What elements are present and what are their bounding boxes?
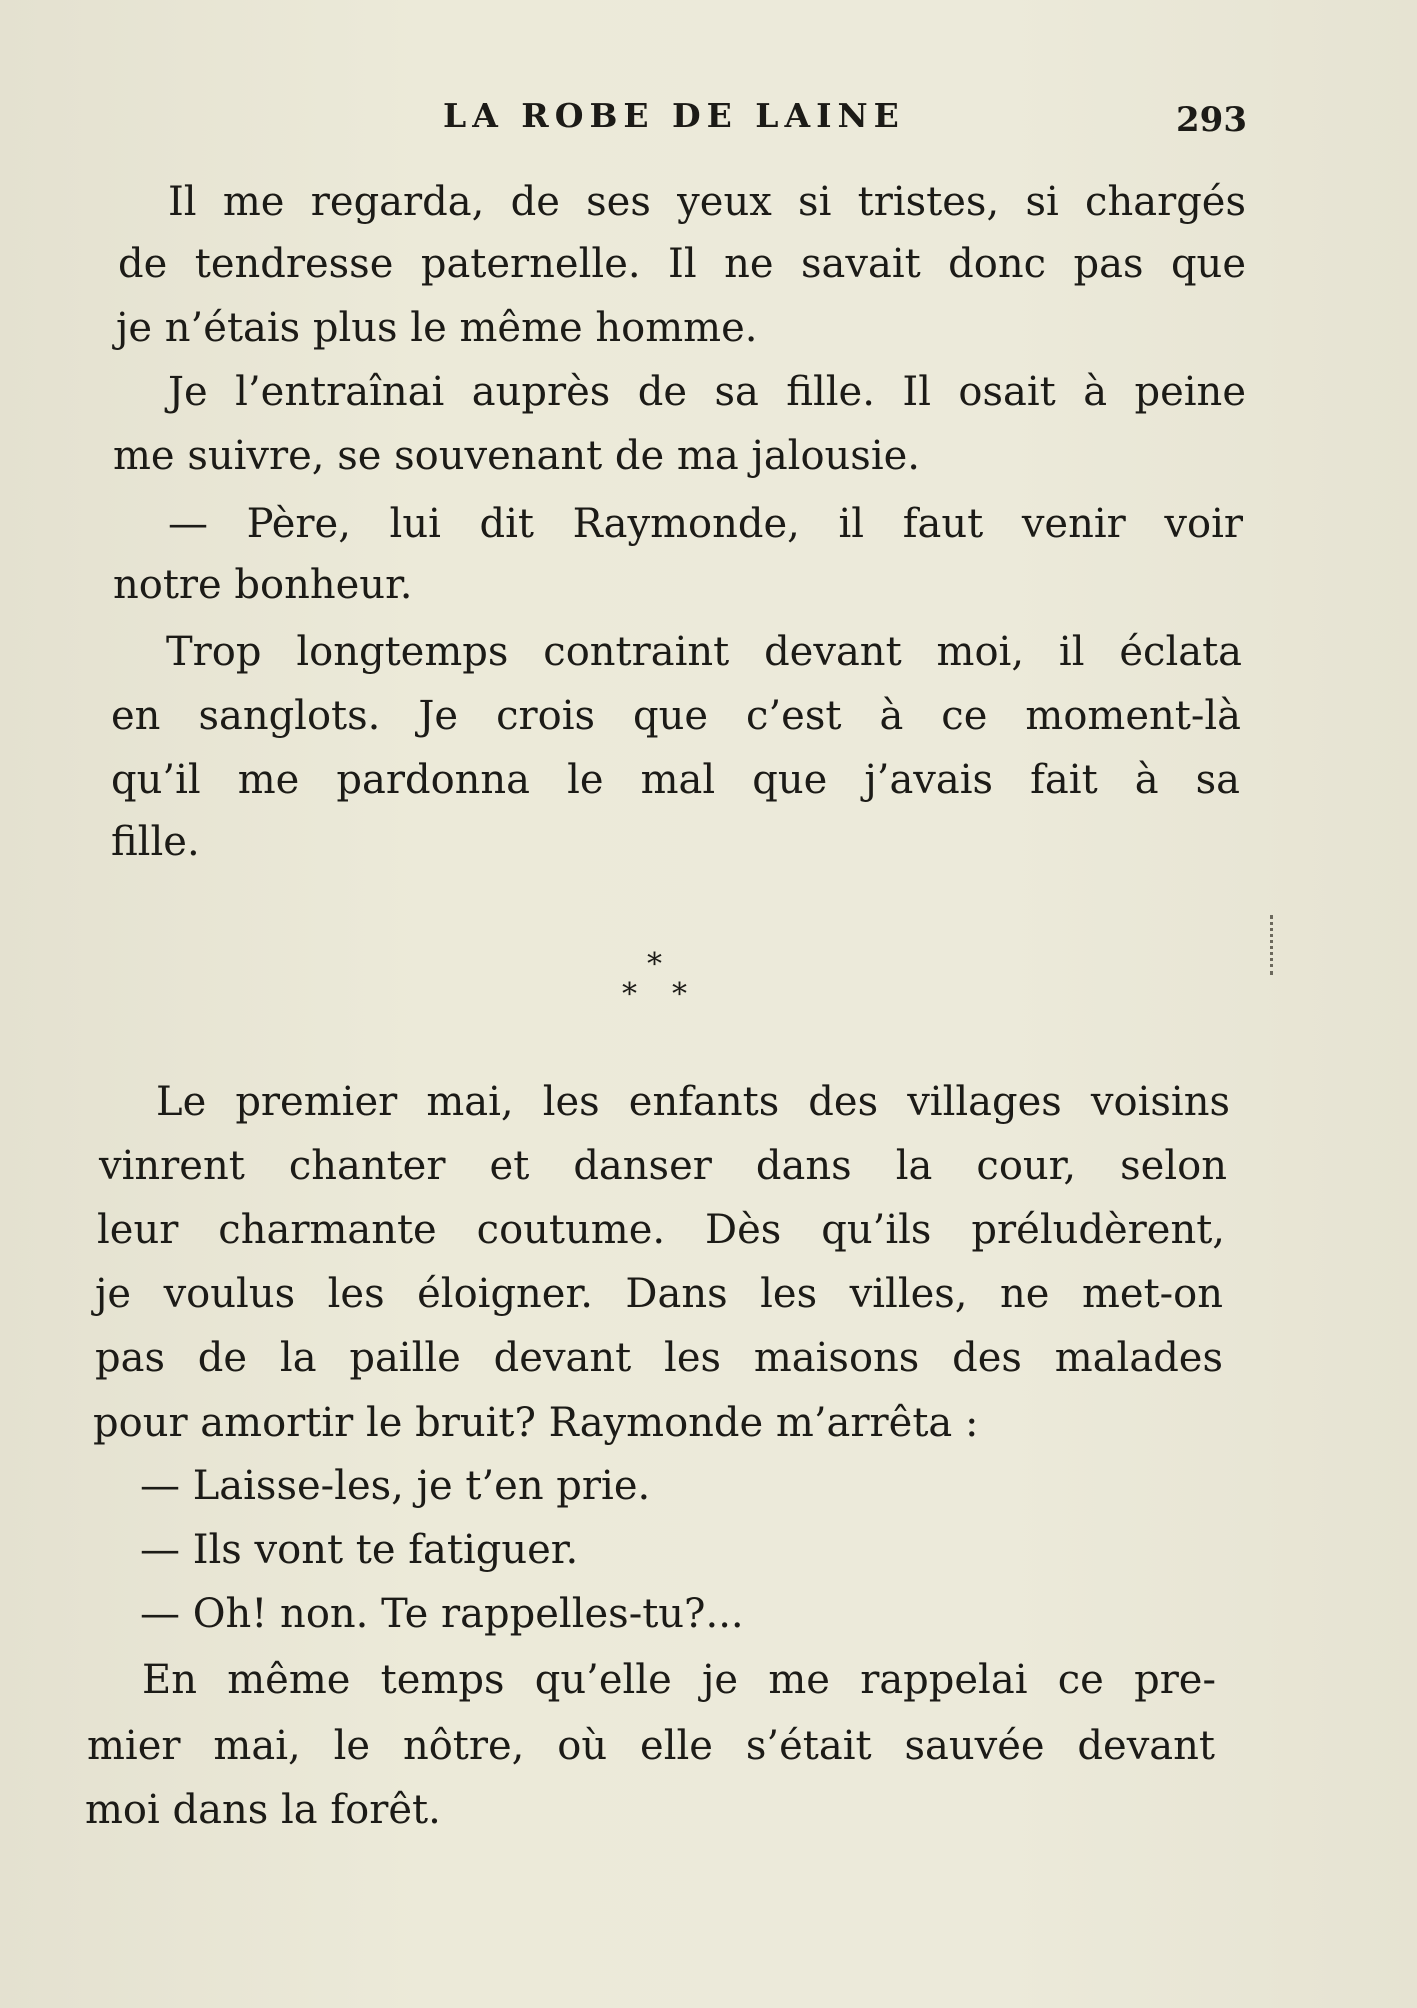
text-line: mier mai, le nôtre, où elle s’était sauvée devant bbox=[87, 1723, 1215, 1769]
running-head-title: LA ROBE DE LAINE bbox=[443, 96, 905, 135]
asterism-star: * bbox=[672, 977, 687, 1012]
text-line: fille. bbox=[111, 819, 200, 865]
text-line: je n’étais plus le même homme. bbox=[116, 305, 758, 351]
section-asterism bbox=[600, 947, 720, 1020]
text-line: pas de la paille devant les maisons des malades bbox=[95, 1335, 1223, 1381]
asterism-star: * bbox=[622, 977, 637, 1012]
text-line: qu’il me pardonna le mal que j’avais fait à sa bbox=[111, 757, 1240, 803]
text-line: — Père, lui dit Raymonde, il faut venir voir bbox=[168, 501, 1243, 547]
text-line: je voulus les éloigner. Dans les villes, ne met-on bbox=[95, 1271, 1223, 1317]
page-number: 293 bbox=[1176, 100, 1247, 140]
page-edge-mark bbox=[1270, 915, 1277, 975]
text-line: Je l’entraînai auprès de sa fille. Il osait à peine bbox=[168, 369, 1246, 415]
text-line: de tendresse paternelle. Il ne savait donc pas que bbox=[118, 241, 1246, 287]
asterism-star: * bbox=[647, 947, 662, 982]
text-line: Le premier mai, les enfants des villages voisins bbox=[156, 1079, 1230, 1125]
text-line: Il me regarda, de ses yeux si tristes, si chargés bbox=[168, 179, 1246, 225]
text-line: Trop longtemps contraint devant moi, il éclata bbox=[166, 629, 1242, 675]
text-line: En même temps qu’elle je me rappelai ce pre- bbox=[142, 1657, 1216, 1703]
text-line: moi dans la forêt. bbox=[85, 1787, 441, 1833]
text-line: leur charmante coutume. Dès qu’ils préludèrent, bbox=[97, 1207, 1225, 1253]
text-line: — Oh! non. Te rappelles-tu?... bbox=[140, 1591, 744, 1637]
text-line: — Laisse-les, je t’en prie. bbox=[140, 1463, 651, 1509]
text-line: pour amortir le bruit? Raymonde m’arrêta : bbox=[93, 1400, 979, 1446]
text-line: — Ils vont te fatiguer. bbox=[140, 1527, 579, 1573]
text-line: me suivre, se souvenant de ma jalousie. bbox=[113, 433, 921, 479]
text-line: vinrent chanter et danser dans la cour, selon bbox=[99, 1143, 1227, 1189]
text-line: notre bonheur. bbox=[113, 562, 413, 608]
text-line: en sanglots. Je crois que c’est à ce moment-là bbox=[111, 693, 1241, 739]
running-head bbox=[0, 96, 1417, 146]
